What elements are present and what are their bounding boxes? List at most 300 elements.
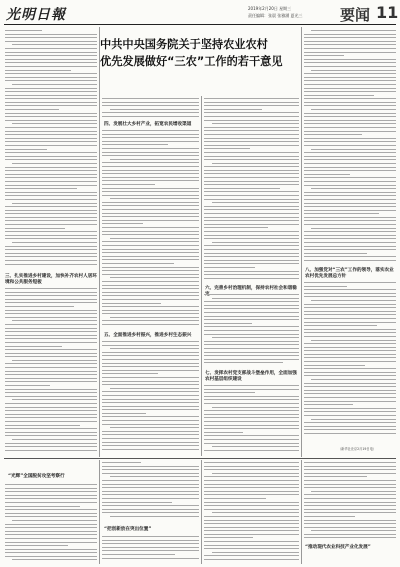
text-line	[5, 363, 97, 364]
text-line	[5, 195, 97, 196]
text-line	[304, 242, 396, 243]
text-line	[304, 224, 396, 225]
text-line	[204, 274, 299, 275]
text-line	[204, 102, 299, 103]
text-line	[304, 422, 396, 423]
text-line	[204, 410, 299, 411]
text-line	[304, 192, 396, 193]
text-line	[102, 345, 199, 346]
text-line	[102, 512, 199, 513]
text-line	[102, 231, 199, 232]
text-line	[212, 446, 299, 447]
text-line	[304, 537, 396, 538]
text-line	[12, 203, 97, 204]
text-line	[102, 155, 199, 156]
text-line	[102, 116, 199, 117]
text-line	[5, 138, 97, 139]
text-line	[304, 102, 396, 103]
text-line	[304, 134, 362, 135]
text-line	[102, 370, 199, 371]
text-line	[204, 359, 299, 360]
text-line	[102, 245, 199, 246]
text-line	[304, 322, 396, 323]
text-line	[12, 559, 97, 560]
text-line	[5, 134, 97, 135]
text-line	[204, 267, 255, 268]
text-line	[5, 403, 97, 404]
text-line	[5, 295, 97, 296]
text-line	[5, 302, 97, 303]
text-line	[102, 102, 199, 103]
body-text-block	[204, 294, 299, 369]
text-line	[212, 202, 299, 203]
text-line	[304, 231, 396, 232]
body-text-block	[102, 536, 199, 564]
text-line	[5, 192, 97, 193]
text-line	[204, 450, 299, 451]
text-line	[102, 141, 199, 142]
text-line	[102, 445, 199, 446]
text-line	[304, 55, 344, 56]
text-line	[102, 487, 199, 488]
text-line	[304, 41, 396, 42]
text-line	[5, 556, 97, 557]
text-line	[102, 223, 143, 224]
text-line	[304, 174, 350, 175]
text-line	[204, 476, 299, 477]
text-line	[5, 538, 97, 539]
text-line	[5, 378, 97, 379]
text-line	[5, 256, 97, 257]
text-line	[304, 386, 396, 387]
text-line	[311, 228, 396, 229]
body-text-block	[102, 130, 199, 330]
text-line	[204, 308, 299, 309]
text-line	[204, 432, 243, 433]
text-line	[102, 466, 199, 467]
text-line	[304, 91, 396, 92]
text-line	[204, 278, 299, 279]
text-line	[304, 314, 396, 315]
text-line	[204, 487, 299, 488]
text-line	[204, 127, 299, 128]
text-line	[5, 353, 97, 354]
column-rule	[301, 27, 302, 457]
text-line	[204, 188, 280, 189]
text-line	[304, 347, 396, 348]
text-line	[204, 141, 299, 142]
editor-line: 责任编辑：张晨 张雅涵 夏光三	[248, 13, 303, 18]
text-line	[102, 324, 199, 325]
text-line	[304, 98, 396, 99]
body-text-block	[5, 484, 97, 564]
text-line	[102, 105, 199, 106]
text-line	[311, 30, 396, 31]
text-line	[5, 235, 97, 236]
text-line	[204, 159, 299, 160]
subhead: 五、全面推进乡村振兴，推进乡村生态振兴	[104, 333, 192, 338]
text-line	[204, 319, 299, 320]
text-line	[102, 188, 199, 189]
subhead: 六、完善乡村治理机制，保持农村社会和谐稳	[205, 286, 297, 291]
text-line	[304, 217, 396, 218]
text-line	[204, 421, 299, 422]
text-line	[5, 77, 97, 78]
text-line	[204, 505, 299, 506]
text-line	[5, 91, 97, 92]
text-line	[102, 480, 199, 481]
text-line	[102, 550, 199, 551]
text-line	[12, 399, 97, 400]
text-line	[5, 446, 97, 447]
text-line	[204, 385, 299, 386]
text-line	[5, 527, 97, 528]
text-line	[204, 253, 299, 254]
text-line	[304, 484, 396, 485]
text-line	[5, 531, 97, 532]
text-line	[102, 558, 199, 559]
text-line	[204, 316, 299, 317]
text-line	[5, 524, 97, 525]
text-line	[311, 300, 396, 301]
text-line	[5, 37, 97, 38]
text-line	[304, 156, 396, 157]
text-line	[304, 350, 396, 351]
text-line	[204, 530, 299, 531]
text-line	[304, 393, 396, 394]
text-line	[110, 238, 199, 239]
text-line	[110, 317, 199, 318]
text-line	[304, 34, 396, 35]
text-line	[304, 469, 396, 470]
text-line	[304, 127, 396, 128]
text-line	[304, 159, 396, 160]
text-line	[110, 198, 199, 199]
text-line	[5, 217, 97, 218]
text-line	[204, 527, 299, 528]
section-name: 要闻	[340, 6, 371, 24]
text-line	[5, 542, 97, 543]
text-line	[5, 335, 97, 336]
text-line	[5, 199, 97, 200]
text-line	[311, 70, 396, 71]
text-line	[304, 145, 396, 146]
text-line	[204, 491, 299, 492]
text-line	[5, 288, 97, 289]
text-line	[204, 534, 299, 535]
text-line	[204, 312, 299, 313]
subhead: “把创新放在突出位置”	[104, 527, 152, 532]
text-line	[5, 545, 68, 546]
body-text-block	[5, 288, 97, 456]
text-line	[102, 306, 199, 307]
text-line	[304, 505, 396, 506]
text-line	[304, 325, 377, 326]
text-line	[304, 365, 365, 366]
text-line	[5, 55, 97, 56]
text-line	[204, 334, 299, 335]
text-line	[304, 120, 396, 121]
text-line	[304, 415, 396, 416]
text-line	[12, 360, 97, 361]
text-line	[304, 332, 396, 333]
text-line	[304, 383, 396, 384]
text-line	[5, 177, 97, 178]
text-line	[304, 246, 396, 247]
text-line	[204, 326, 299, 327]
text-line	[5, 414, 97, 415]
text-line	[5, 66, 97, 67]
text-line	[102, 366, 199, 367]
text-line	[102, 540, 199, 541]
text-line	[102, 213, 199, 214]
column-rule	[99, 27, 100, 457]
text-line	[212, 512, 299, 513]
text-line	[5, 95, 97, 96]
text-line	[5, 246, 97, 247]
text-line	[102, 420, 199, 421]
text-line	[304, 73, 396, 74]
text-line	[5, 396, 97, 397]
text-line	[304, 527, 396, 528]
text-line	[304, 397, 396, 398]
text-line	[5, 324, 97, 325]
text-line	[304, 141, 396, 142]
text-line	[5, 552, 97, 553]
text-line	[102, 144, 168, 145]
text-line	[102, 547, 199, 548]
text-line	[212, 298, 299, 299]
text-line	[204, 494, 299, 495]
text-line	[311, 109, 396, 110]
text-line	[102, 431, 199, 432]
text-line	[102, 234, 199, 235]
text-line	[304, 206, 396, 207]
text-line	[5, 224, 97, 225]
text-line	[5, 389, 97, 390]
text-line	[102, 424, 199, 425]
text-line	[311, 419, 396, 420]
text-line	[5, 113, 97, 114]
text-line	[204, 138, 299, 139]
text-line	[5, 253, 97, 254]
text-line	[204, 249, 299, 250]
text-line	[204, 184, 299, 185]
text-line	[204, 152, 299, 153]
text-line	[102, 249, 199, 250]
text-line	[5, 238, 97, 239]
text-line	[5, 381, 97, 382]
text-line	[102, 148, 199, 149]
text-line	[204, 148, 250, 149]
text-line	[304, 235, 396, 236]
text-line	[304, 44, 396, 45]
text-line	[204, 191, 299, 192]
text-line	[204, 399, 299, 400]
text-line	[5, 109, 59, 110]
text-line	[204, 220, 299, 221]
text-line	[304, 516, 355, 517]
text-line	[5, 48, 97, 49]
text-line	[304, 289, 396, 290]
text-line	[204, 484, 299, 485]
text-line	[204, 177, 299, 178]
text-line	[102, 484, 199, 485]
text-line	[12, 123, 97, 124]
text-line	[102, 442, 199, 443]
text-line	[204, 238, 299, 239]
text-line	[204, 130, 299, 131]
text-line	[102, 462, 141, 463]
text-line	[5, 338, 97, 339]
text-line	[311, 530, 396, 531]
text-line	[304, 282, 396, 283]
text-line	[102, 554, 175, 555]
text-line	[5, 435, 97, 436]
text-line	[304, 199, 396, 200]
text-line	[5, 260, 97, 261]
text-line	[110, 427, 199, 428]
text-line	[304, 473, 396, 474]
body-text-block	[204, 98, 299, 283]
text-line	[204, 173, 299, 174]
text-line	[204, 206, 299, 207]
text-line	[204, 417, 299, 418]
text-line	[304, 116, 396, 117]
text-line	[304, 354, 396, 355]
text-line	[102, 303, 161, 304]
text-line	[304, 509, 396, 510]
text-line	[304, 253, 367, 254]
text-line	[102, 373, 158, 374]
text-line	[102, 295, 199, 296]
text-line	[304, 368, 396, 369]
text-line	[304, 88, 396, 89]
text-line	[102, 395, 199, 396]
text-line	[110, 109, 199, 110]
text-line	[102, 216, 199, 217]
text-line	[102, 162, 199, 163]
body-text-block	[304, 282, 396, 440]
text-line	[5, 102, 97, 103]
text-line	[204, 120, 299, 121]
text-line	[304, 311, 396, 312]
text-line	[5, 421, 97, 422]
text-line	[5, 349, 97, 350]
text-line	[304, 95, 374, 96]
text-line	[204, 98, 299, 99]
text-line	[102, 263, 174, 264]
text-line	[5, 534, 97, 535]
text-line	[304, 357, 396, 358]
text-line	[5, 410, 97, 411]
text-line	[204, 516, 299, 517]
text-line	[204, 469, 299, 470]
text-line	[204, 520, 299, 521]
text-line	[12, 84, 97, 85]
text-line	[5, 506, 80, 507]
text-line	[5, 432, 97, 433]
subhead: “光辉”全国脱贫攻坚考察行	[8, 474, 65, 479]
text-line	[204, 435, 299, 436]
text-line	[204, 545, 299, 546]
text-line	[5, 495, 97, 496]
text-line	[5, 407, 97, 408]
text-line	[102, 137, 199, 138]
text-line	[304, 66, 396, 67]
text-line	[204, 462, 299, 463]
text-line	[204, 323, 252, 324]
text-line	[102, 473, 199, 474]
text-line	[102, 184, 155, 185]
text-line	[5, 299, 97, 300]
text-line	[5, 145, 97, 146]
text-line	[204, 213, 299, 214]
text-line	[5, 516, 97, 517]
text-line	[5, 34, 97, 35]
text-line	[102, 310, 199, 311]
text-line	[304, 170, 396, 171]
text-line	[204, 156, 299, 157]
text-line	[5, 206, 97, 207]
text-line	[304, 498, 396, 499]
text-line	[212, 163, 299, 164]
text-line	[5, 59, 97, 60]
text-line	[102, 256, 199, 257]
body-text-block	[102, 462, 199, 522]
main-headline	[100, 36, 300, 70]
text-line	[304, 487, 396, 488]
text-line	[304, 249, 396, 250]
text-line	[204, 466, 299, 467]
text-line	[304, 77, 396, 78]
subhead: 八、加强党对“三农”工作的领导，落实农业农村优先发展总方针	[305, 268, 394, 279]
text-line	[204, 105, 299, 106]
text-line	[5, 210, 97, 211]
news-agency-credit: （新华社北京2月19日电）	[338, 447, 376, 451]
text-line	[304, 181, 396, 182]
text-line	[5, 231, 97, 232]
column-rule	[301, 460, 302, 564]
column-rule	[201, 96, 202, 456]
text-line	[102, 177, 199, 178]
text-line	[5, 317, 97, 318]
text-line	[102, 134, 199, 135]
text-line	[204, 305, 299, 306]
text-line	[102, 292, 199, 293]
text-line	[5, 249, 97, 250]
column-rule	[201, 460, 202, 564]
text-line	[204, 352, 299, 353]
text-line	[304, 401, 396, 402]
text-line	[102, 191, 199, 192]
subhead: 四、发展壮大乡村产业，拓宽农民增收渠道	[104, 122, 192, 127]
text-line	[304, 318, 396, 319]
text-line	[5, 98, 97, 99]
text-line	[204, 112, 299, 113]
text-line	[102, 209, 199, 210]
text-line	[5, 116, 97, 117]
text-line	[304, 84, 396, 85]
text-line	[102, 494, 199, 495]
text-line	[304, 462, 396, 463]
text-line	[204, 166, 299, 167]
text-line	[304, 213, 379, 214]
text-line	[110, 277, 199, 278]
masthead	[4, 2, 399, 25]
text-line	[5, 170, 97, 171]
text-line	[5, 484, 97, 485]
